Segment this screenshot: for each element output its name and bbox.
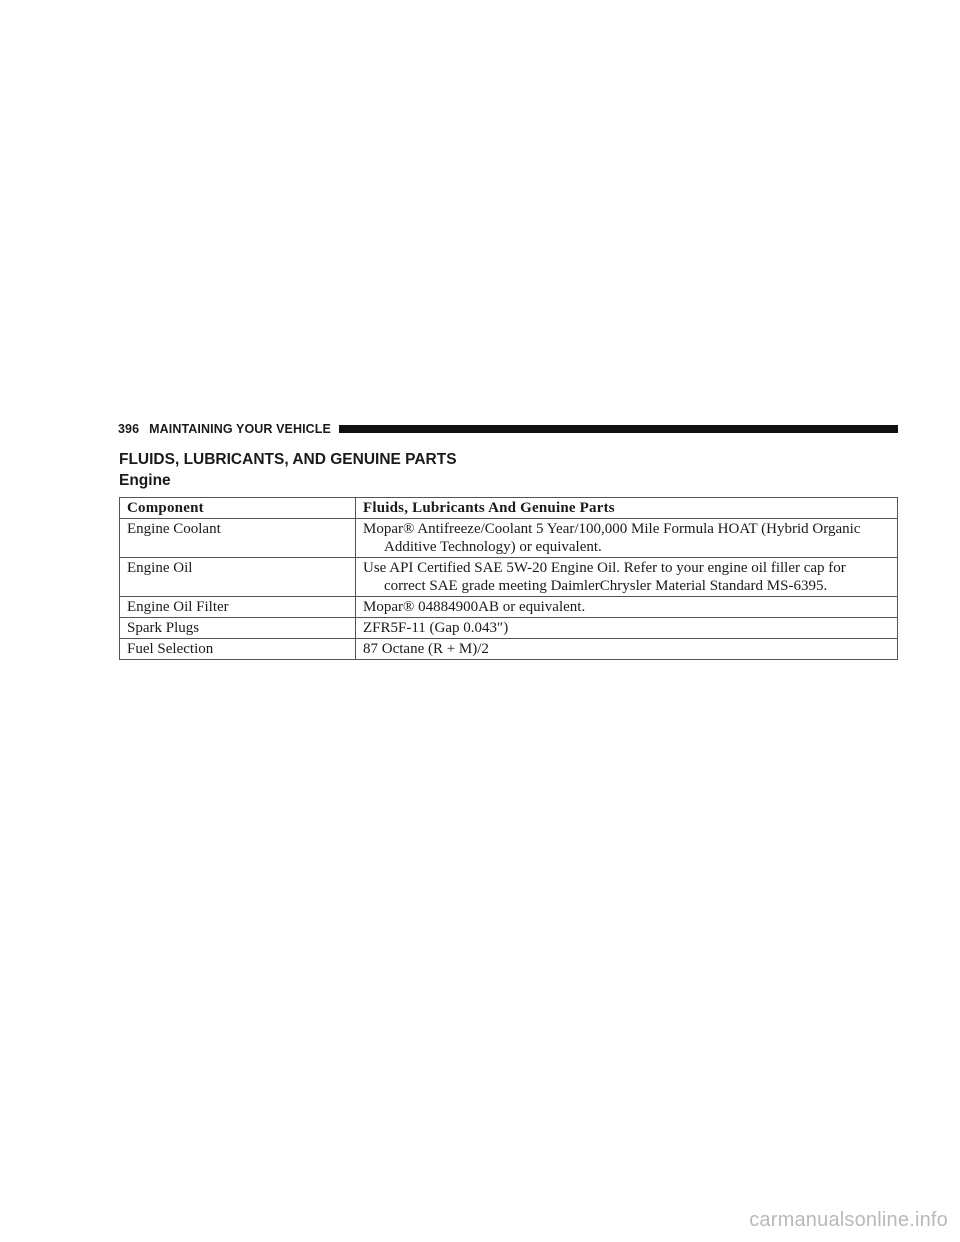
- row-spec: Use API Certified SAE 5W-20 Engine Oil. Refer to your engine oil filler cap for correct SAE grade meeting DaimlerChrysler Material Standard MS-6395.: [356, 558, 898, 597]
- subsection-title: Engine: [119, 472, 171, 489]
- page-number: 396: [118, 422, 140, 436]
- table-row: [120, 597, 898, 618]
- running-head: [118, 421, 898, 437]
- section-title: FLUIDS, LUBRICANTS, AND GENUINE PARTS: [119, 451, 457, 468]
- table-row: [120, 618, 898, 639]
- table-row: [120, 639, 898, 660]
- fluids-spec-table: [119, 497, 898, 660]
- row-component: Fuel Selection: [120, 639, 356, 660]
- row-spec: ZFR5F-11 (Gap 0.043″): [356, 618, 898, 639]
- watermark: carmanualsonline.info: [749, 1209, 948, 1231]
- running-head-section: MAINTAINING YOUR VEHICLE: [149, 422, 331, 436]
- row-component: Engine Coolant: [120, 519, 356, 558]
- row-component: Engine Oil Filter: [120, 597, 356, 618]
- table-row: [120, 558, 898, 597]
- header-component: Component: [120, 498, 356, 519]
- row-component: Spark Plugs: [120, 618, 356, 639]
- table-row: [120, 519, 898, 558]
- row-component: Engine Oil: [120, 558, 356, 597]
- running-head-rule: [339, 425, 898, 433]
- row-spec: Mopar® Antifreeze/Coolant 5 Year/100,000 Mile Formula HOAT (Hybrid Organic Additive Technology) or equivalent.: [356, 519, 898, 558]
- row-spec: Mopar® 04884900AB or equivalent.: [356, 597, 898, 618]
- header-fluids: Fluids, Lubricants And Genuine Parts: [356, 498, 898, 519]
- table-header-row: [120, 498, 898, 519]
- row-spec: 87 Octane (R + M)/2: [356, 639, 898, 660]
